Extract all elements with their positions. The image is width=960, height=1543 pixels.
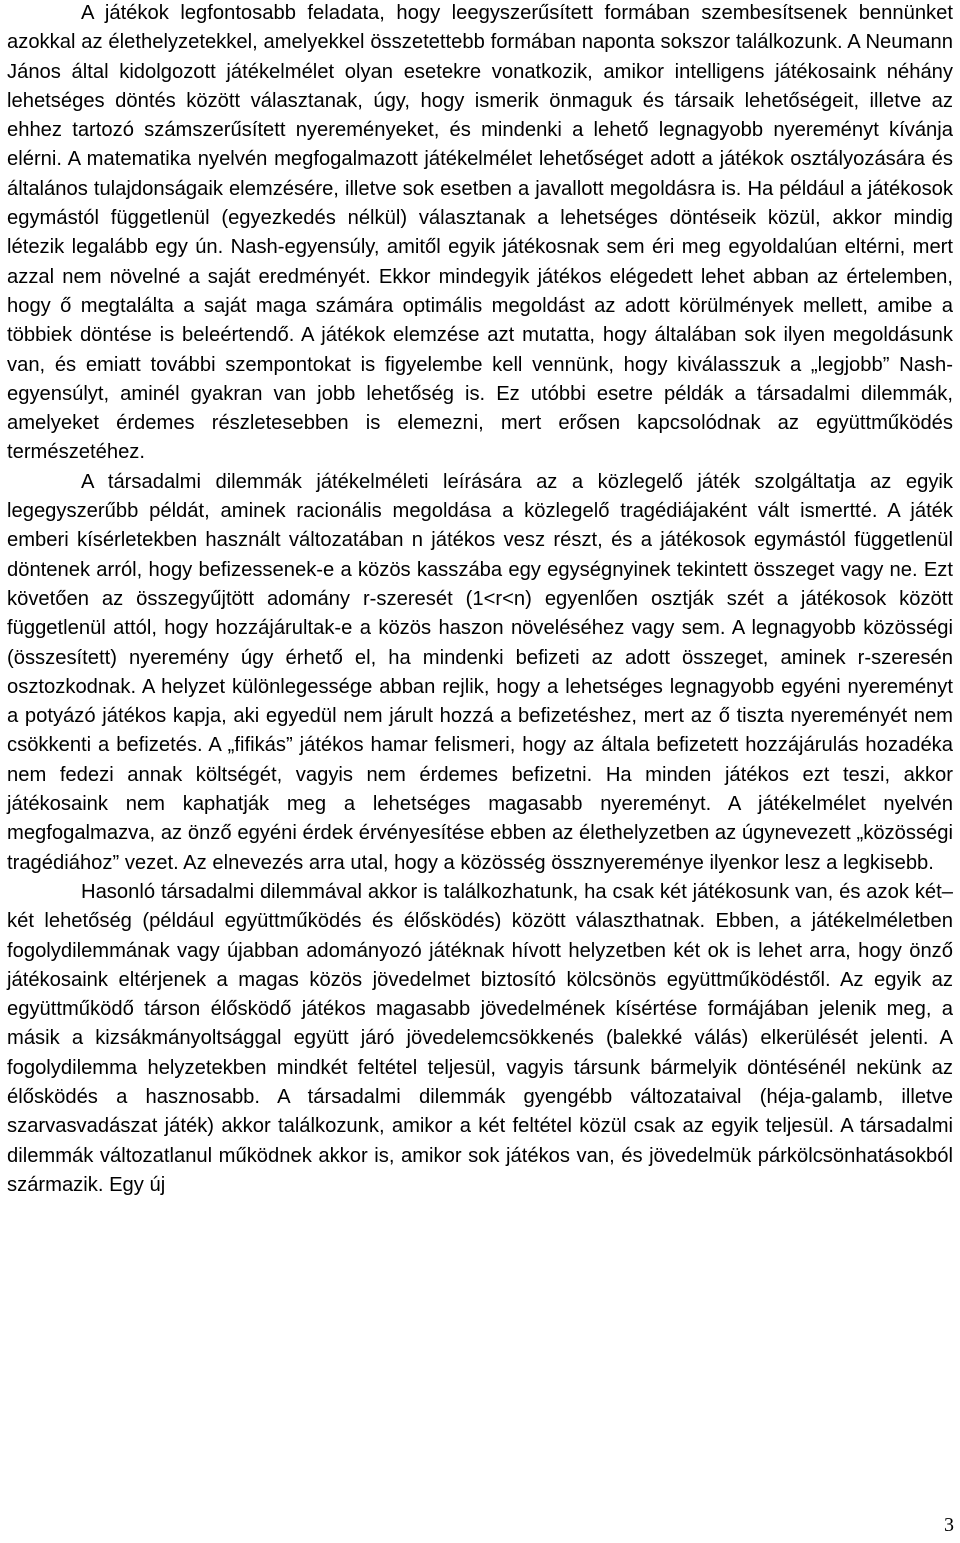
paragraph-prisoners-dilemma: Hasonló társadalmi dilemmával akkor is találkozhatunk, ha csak két játékosunk van, és azok két–két lehetőség (például együttműködés és élősködés) között választhatnak. Ebben, a játékelméletben fogolydilemmának vagy újabban adományozó játéknak hívott helyzetben két ok is lehet arra, hogy önző játékosaink eltérjenek a magas közös jövedelmet biztosító kölcsönös együttműködéstől. Az egyik az együttműködő társon élősködő játékos magasabb jövedelmének kísértése formájában jelenik meg, a másik a kizsákmányoltsággal együtt járó jövedelemcsökkenés (balekké válás) elkerülését jelenti. A fogolydilemma helyzetekben mindkét feltétel teljesül, vagyis társunk bármelyik döntésénél nekünk az élősködés a hasznosabb. A társadalmi dilemmák gyengébb változataival (héja-galamb, illetve szarvasvadászat játék) akkor találkozunk, amikor a két feltétel közül csak az egyik teljesül. A társadalmi dilemmák változatlanul működnek akkor is, amikor sok játékos van, és jövedelmük párkölcsönhatásokból származik. Egy új <box>7 880 953 1196</box>
paragraph-game-theory-intro: A játékok legfontosabb feladata, hogy leegyszerűsített formában szembesítsenek bennünket azokkal az élethelyzetekkel, amelyekkel összetettebb formában naponta sokszor találkozunk. A Neumann János által kidolgozott játékelmélet olyan esetekre vonatkozik, amikor intelligens játékosaink néhány lehetséges döntés között választanak, úgy, hogy ismerik önmaguk és társaik lehetőségeit, illetve az ehhez tartozó számszerűsített nyereményeket, és mindenki a lehető legnagyobb nyereményt kívánja elérni. A matematika nyelvén megfogalmazott játékelmélet lehetőséget adott a játékok osztályozására és általános tulajdonságaik elemzésére, illetve sok esetben a javallott megoldásra is. Ha például a játékosok egymástól függetlenül (egyezkedés nélkül) választanak a lehetséges döntéseik közül, akkor mindig létezik legalább egy ún. Nash-egyensúly, amitől egyik játékosnak sem éri meg egyoldalúan eltérni, mert azzal nem növelné a saját eredményét. Ekkor mindegyik játékos elégedett lehet abban az értelemben, hogy ő megtalálta a saját maga számára optimális megoldást az adott körülmények mellett, amibe a többiek döntése is beleértendő. A játékok elemzése azt mutatta, hogy általában sok ilyen megoldásunk van, és emiatt további szempontokat is figyelembe kell vennünk, hogy kiválasszuk a „legjobb” Nash-egyensúlyt, aminél gyakran van jobb lehetőség is. Ez utóbbi esetre példák a társadalmi dilemmák, amelyeket érdemes részletesebben is elemezni, mert erősen kapcsolódnak az együttműködés természetéhez. <box>7 2 953 464</box>
document-page <box>7 0 953 1200</box>
page-number: 3 <box>944 1514 954 1536</box>
paragraph-public-goods-game: A társadalmi dilemmák játékelméleti leírására az a közlegelő játék szolgáltatja az egyik legegyszerűbb példát, aminek racionális megoldása a közlegelő tragédiájaként vált ismertté. A játék emberi kísérletekben használt változatában n játékos vesz részt, és a játékosok egymástól függetlenül döntenek arról, hogy befizessenek-e a közös kasszába egy egységnyinek tekintett összeget vagy ne. Ezt követően az összegyűjtött adomány r-szeresét (1<r<n) egyenlően osztják szét a játékosok között függetlenül attól, hogy hozzájárultak-e a közös haszon növeléséhez vagy sem. A legnagyobb közösségi (összesített) nyeremény úgy érhető el, ha mindenki befizeti az adott összeget, aminek r-szeresén osztozkodnak. A helyzet különlegessége abban rejlik, hogy a lehetséges legnagyobb egyéni nyereményt a potyázó játékos kapja, aki egyedül nem járult hozzá a befizetéshez, mert az ő tiszta nyereményét nem csökkenti a befizetés. A „fifikás” játékos hamar felismeri, hogy az általa befizetett hozzájárulás hozadéka nem fedezi annak költségét, vagyis nem érdemes befizetni. Ha minden játékos ezt teszi, akkor játékosaink nem kaphatják meg a lehetséges magasabb nyereményt. A játékelmélet nyelvén megfogalmazva, az önző egyéni érdek érvényesítése ebben az élethelyzetben az úgynevezett „közösségi tragédiához” vezet. Az elnevezés arra utal, hogy a közösség össznyereménye ilyenkor lesz a legkisebb. <box>7 470 953 874</box>
